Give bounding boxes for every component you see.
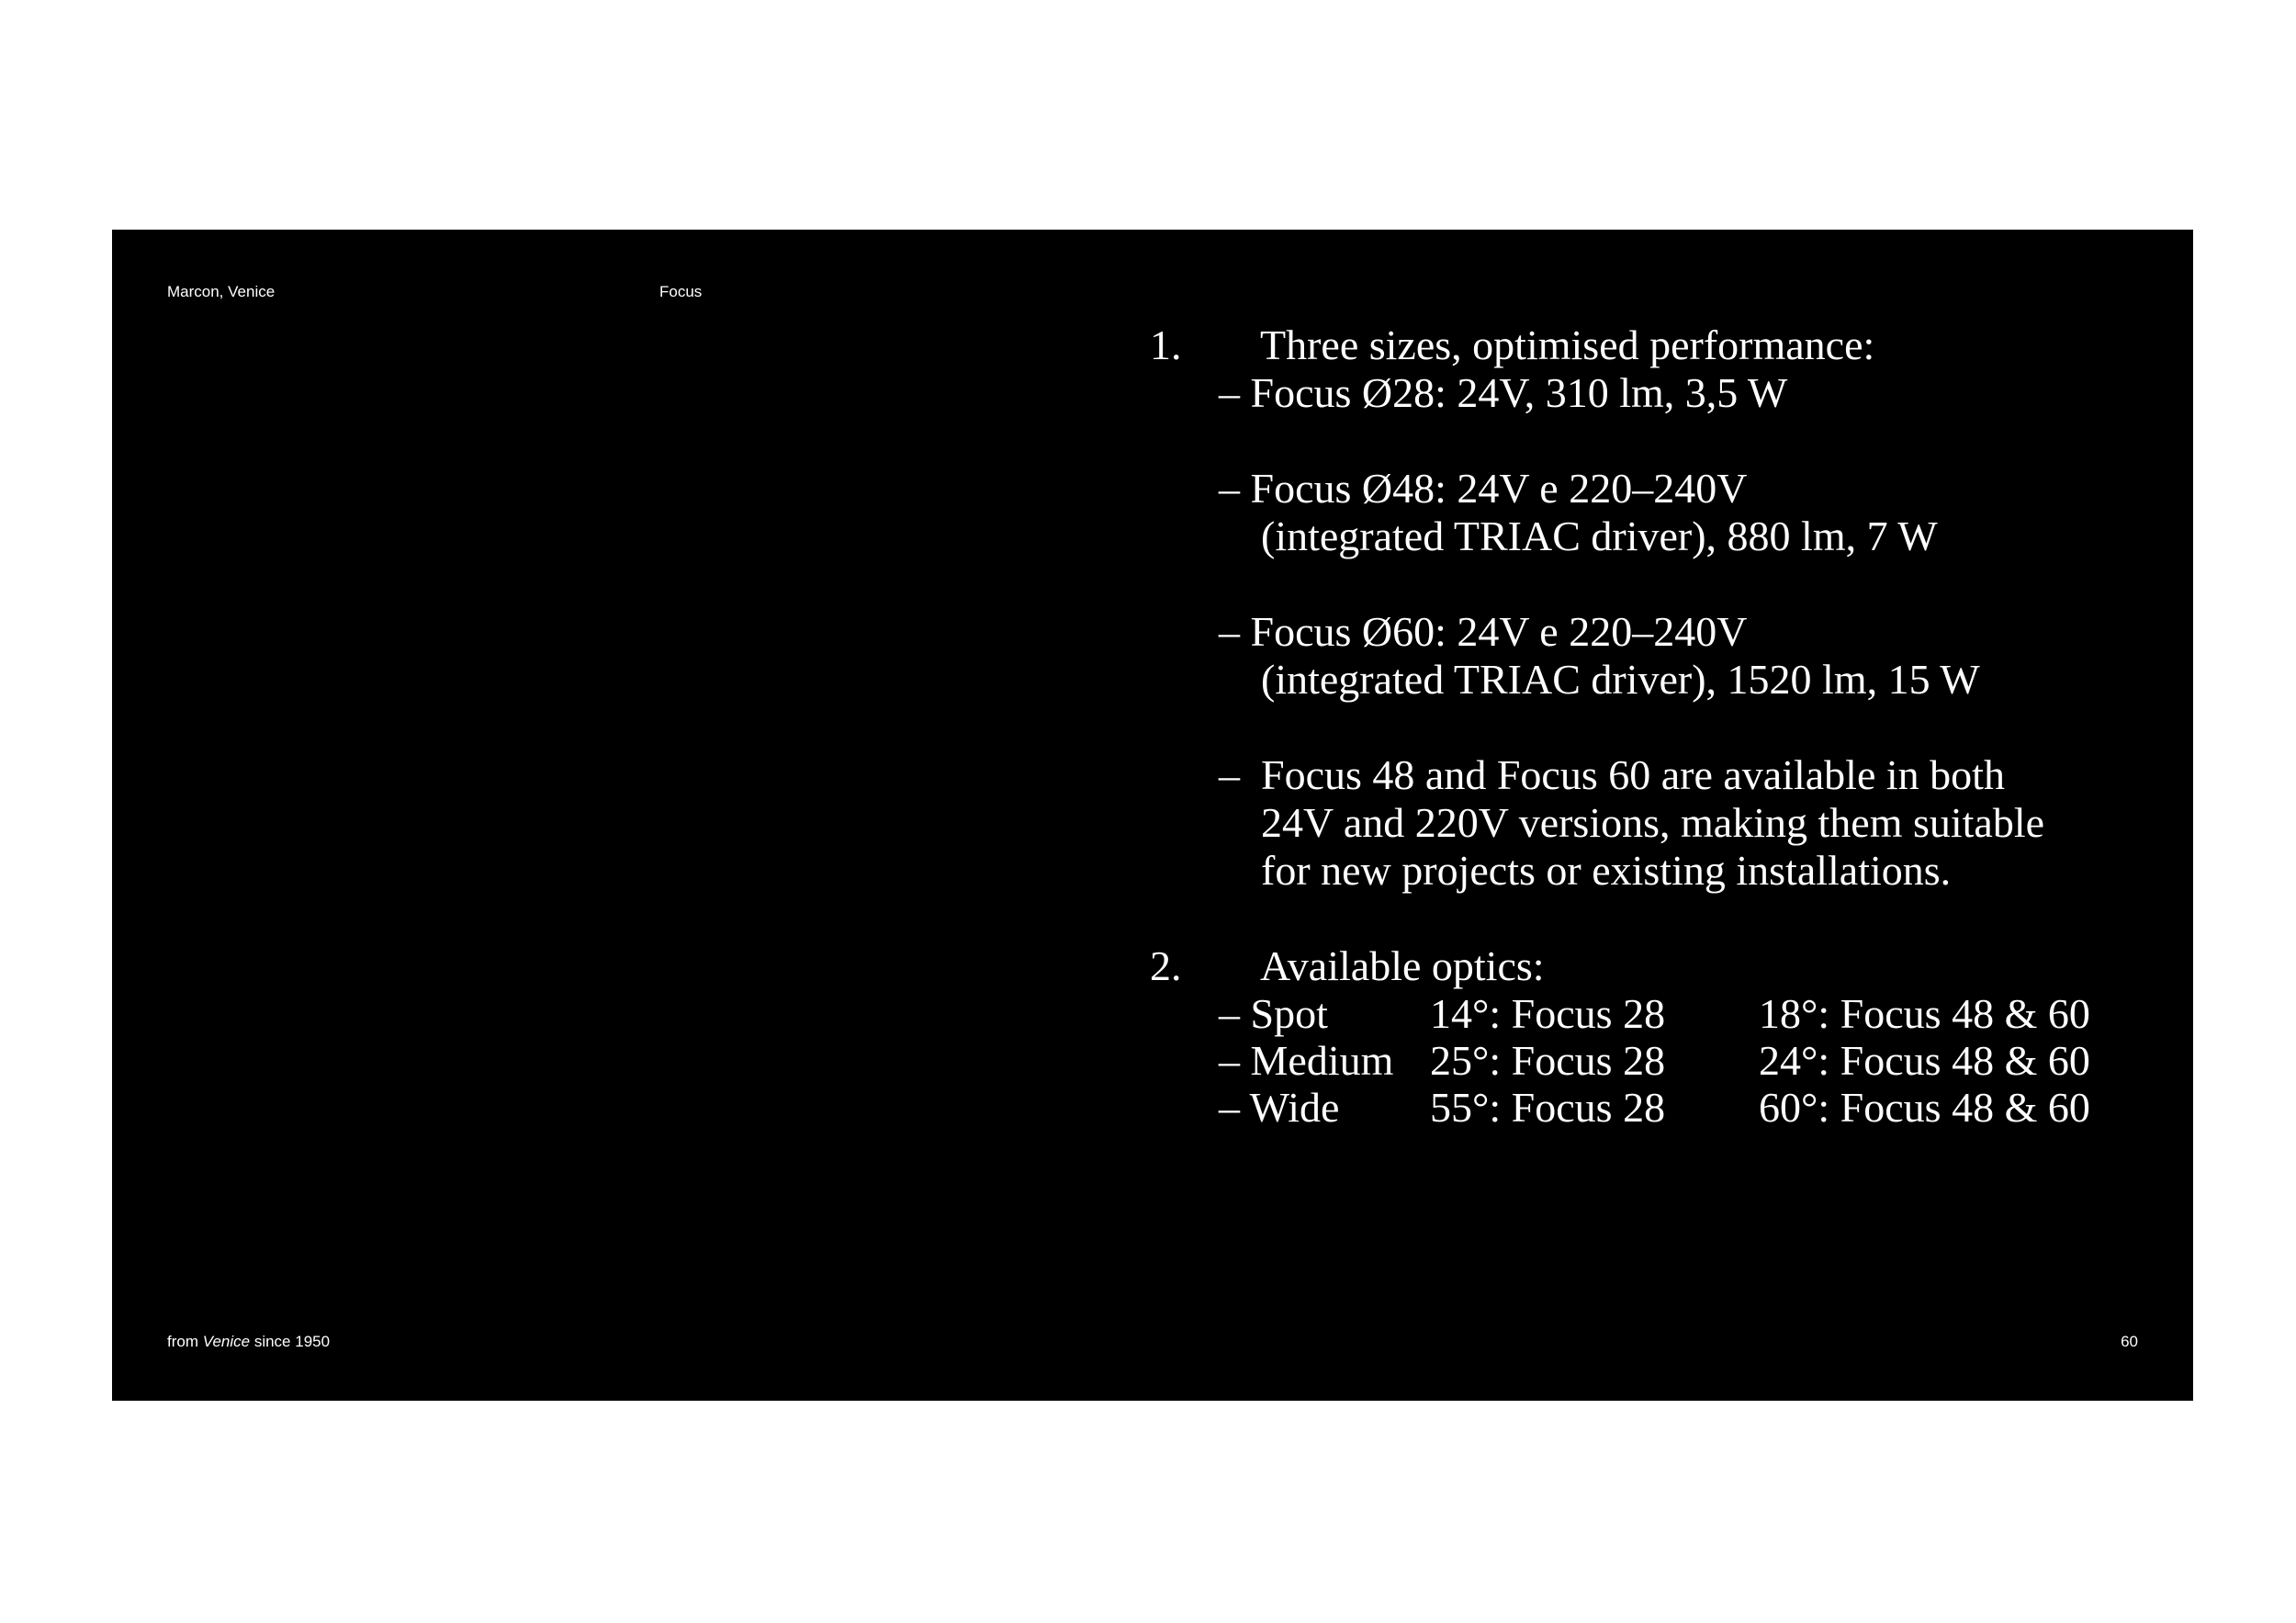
section1-number: 1. <box>1150 321 1182 368</box>
spec-item-focus48: – Focus Ø48: 24V e 220–240V <box>1219 465 1748 512</box>
spec-content <box>112 230 2193 1401</box>
note-dash: – <box>1219 751 1240 798</box>
section1-title: Three sizes, optimised performance: <box>1260 321 1875 368</box>
note-line-2: 24V and 220V versions, making them suitable <box>1261 799 2045 846</box>
optic-spot-focus28: 14°: Focus 28 <box>1430 990 1666 1037</box>
section2-number: 2. <box>1150 942 1182 989</box>
slide-panel <box>112 230 2193 1401</box>
spec-item-focus28: – Focus Ø28: 24V, 310 lm, 3,5 W <box>1219 369 1788 416</box>
optic-name-medium: – Medium <box>1219 1037 1394 1084</box>
note-line-1: Focus 48 and Focus 60 are available in both <box>1261 751 2005 798</box>
optic-wide-focus48-60: 60°: Focus 48 & 60 <box>1759 1084 2090 1131</box>
section2-title: Available optics: <box>1260 942 1545 989</box>
header-title: Focus <box>659 283 703 300</box>
spec-item-focus48-detail: (integrated TRIAC driver), 880 lm, 7 W <box>1261 513 1938 559</box>
optic-wide-focus28: 55°: Focus 28 <box>1430 1084 1666 1131</box>
footer-place: Venice <box>202 1333 251 1350</box>
spec-item-focus60: – Focus Ø60: 24V e 220–240V <box>1219 608 1748 655</box>
optic-name-spot: – Spot <box>1219 990 1328 1037</box>
footer-prefix: from <box>167 1333 198 1350</box>
note-line-3: for new projects or existing installations. <box>1261 847 1952 894</box>
header-location: Marcon, Venice <box>167 283 276 300</box>
page-number: 60 <box>2121 1333 2138 1350</box>
spec-item-focus60-detail: (integrated TRIAC driver), 1520 lm, 15 W <box>1261 656 1980 703</box>
optic-medium-focus48-60: 24°: Focus 48 & 60 <box>1759 1037 2090 1084</box>
optic-spot-focus48-60: 18°: Focus 48 & 60 <box>1759 990 2090 1037</box>
optic-medium-focus28: 25°: Focus 28 <box>1430 1037 1666 1084</box>
footer-tagline <box>167 1333 330 1351</box>
footer-suffix: since 1950 <box>253 1333 331 1350</box>
optic-name-wide: – Wide <box>1219 1084 1340 1131</box>
